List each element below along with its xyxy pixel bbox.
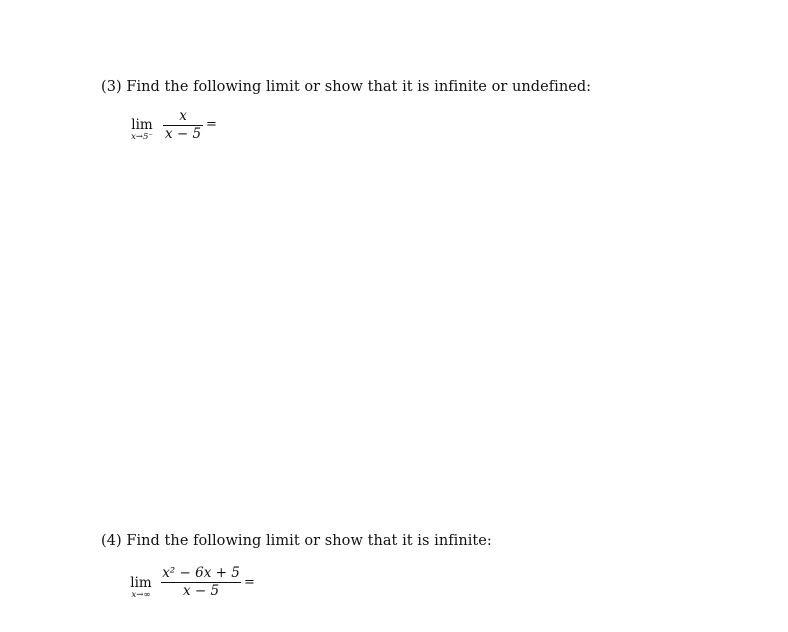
problem-3-number: (3) — [101, 79, 122, 95]
problem-4-lim-subscript: x→∞ — [131, 590, 151, 600]
problem-3-lim-word: lim — [131, 117, 153, 133]
problem-3-lim-subscript: x→5⁻ — [131, 132, 153, 142]
problem-3-fraction — [163, 109, 203, 142]
problem-4-denominator: x − 5 — [182, 583, 220, 599]
problem-3-denominator: x − 5 — [164, 126, 202, 142]
problem-3-numerator — [163, 109, 203, 124]
problem-4-fraction — [161, 566, 241, 599]
problem-3-prompt: Find the following limit or show that it is infinite or undefined: — [126, 79, 592, 95]
problem-3-numerator-text: x — [179, 108, 187, 124]
problem-3-equals: = — [206, 117, 217, 132]
problem-4-heading — [101, 533, 492, 549]
problem-3-heading — [101, 79, 591, 95]
problem-4-lim-word: lim — [130, 575, 152, 591]
problem-4-number: (4) — [101, 533, 122, 549]
problem-4-prompt: Find the following limit or show that it is infinite: — [126, 533, 492, 549]
problem-3-limit-operator — [124, 118, 160, 142]
problem-4-equals: = — [244, 575, 255, 590]
problem-4-limit-operator — [124, 576, 158, 600]
problem-4-numerator: x² − 6x + 5 — [162, 565, 240, 581]
